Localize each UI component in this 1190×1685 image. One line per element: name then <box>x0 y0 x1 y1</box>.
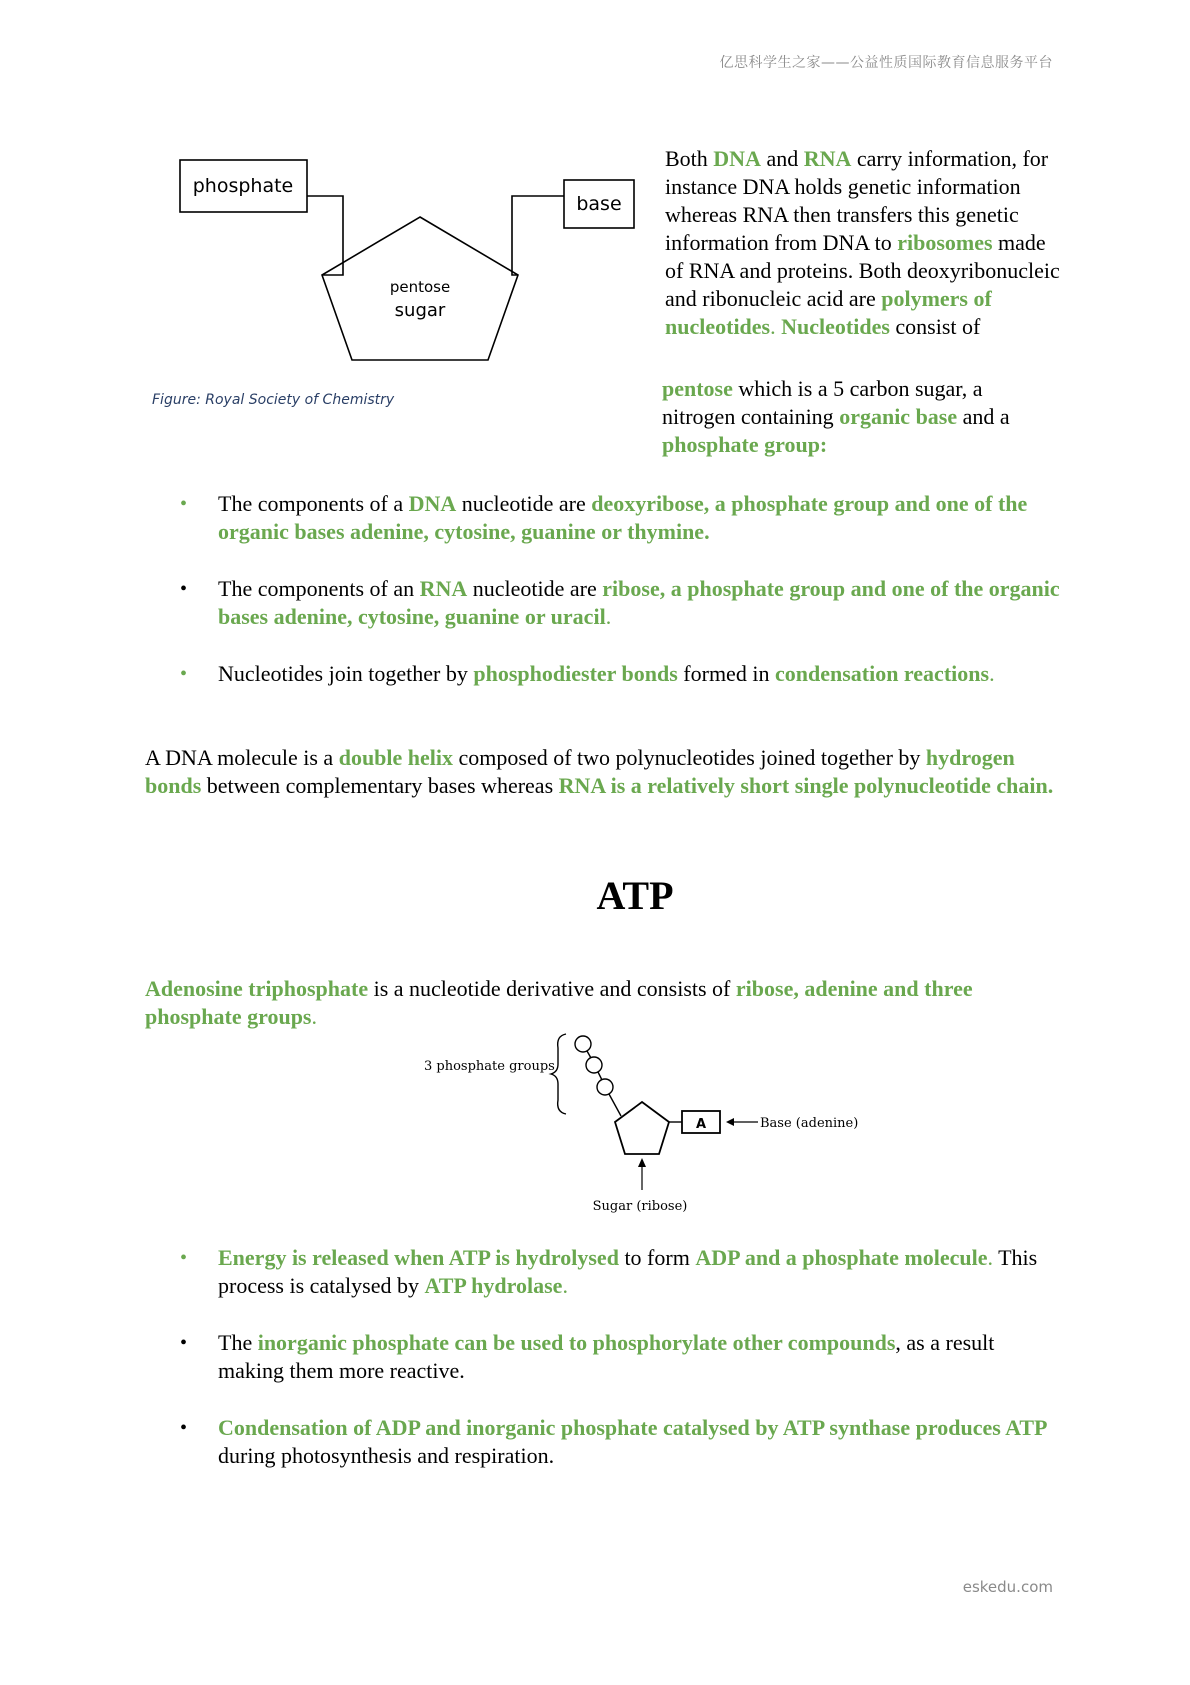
nucleotide-bullet-list <box>180 490 1060 717</box>
brace <box>551 1034 566 1114</box>
ribose-bond <box>609 1094 621 1116</box>
intro-paragraph: Both DNA and RNA carry information, for instance DNA holds genetic information whereas RNA then transfers this genetic information from DNA to ribosomes made of RNA and proteins. Both deoxyribonucleic and ribonucleic acid are polymers of nucleotides. Nucleotides consist of <box>665 146 1060 339</box>
phosphate-circle <box>597 1079 613 1095</box>
list-item: • Condensation of ADP and inorganic phosphate catalysed by ATP synthase produces ATP during photosynthesis and respiration. <box>180 1414 1060 1470</box>
list-item: • Energy is released when ATP is hydrolysed to form ADP and a phosphate molecule. This process is catalysed by ATP hydrolase. <box>180 1244 1060 1300</box>
sugar-ribose-label: Sugar (ribose) <box>592 1199 688 1214</box>
dna-paragraph: A DNA molecule is a double helix composed of two polynucleotides joined together by hydrogen bonds between complementary bases whereas RNA is a relatively short single polynucleotide chain. <box>145 745 1054 798</box>
nucleotide-diagram <box>170 150 670 370</box>
phosphate-groups-label: 3 phosphate groups <box>424 1059 555 1074</box>
base-label: base <box>576 193 622 215</box>
base-adenine-label: Base (adenine) <box>760 1116 859 1131</box>
list-item: • The inorganic phosphate can be used to phosphorylate other compounds, as a result making them more reactive. <box>180 1329 1060 1385</box>
ribose-ring <box>615 1102 669 1154</box>
phosphate-circle <box>575 1036 591 1052</box>
phosphate-circle <box>586 1057 602 1073</box>
atp-diagram <box>420 1030 860 1215</box>
atp-paragraph: Adenosine triphosphate is a nucleotide derivative and consists of ribose, adenine and three phosphate groups. <box>145 976 973 1029</box>
list-item: • The components of an RNA nucleotide are ribose, a phosphate group and one of the organic bases adenine, cytosine, guanine or uracil. <box>180 575 1060 631</box>
atp-heading: ATP <box>596 873 674 918</box>
header-site: 亿思科学生之家——公益性质国际教育信息服务平台 <box>719 55 1053 71</box>
intro-paragraph-continued: pentose which is a 5 carbon sugar, a nitrogen containing organic base and a phosphate group: <box>662 376 1010 457</box>
sugar-label-line1: pentose <box>389 278 451 296</box>
figure-caption: Figure: Royal Society of Chemistry <box>152 392 395 408</box>
footer-site: eskedu.com <box>962 1578 1053 1596</box>
base-bond <box>512 196 564 275</box>
phosphate-bond <box>307 196 343 275</box>
atp-bullet-list <box>180 1244 1060 1499</box>
sugar-label-line2: sugar <box>394 300 446 321</box>
arrow-head <box>726 1118 734 1126</box>
arrow-head <box>638 1158 646 1167</box>
list-item: • Nucleotides join together by phosphodiester bonds formed in condensation reactions. <box>180 660 1060 688</box>
phosphate-label: phosphate <box>192 175 294 197</box>
adenine-box-label: A <box>695 1117 707 1132</box>
list-item: • The components of a DNA nucleotide are deoxyribose, a phosphate group and one of the organic bases adenine, cytosine, guanine or thymine. <box>180 490 1060 546</box>
